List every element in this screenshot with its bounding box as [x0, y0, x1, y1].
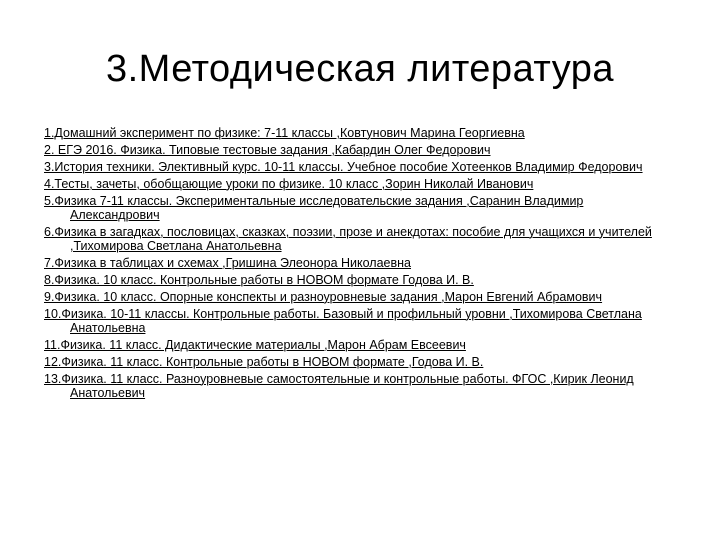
- list-item: [44, 194, 664, 222]
- list-item: [44, 160, 664, 174]
- list-item: [44, 290, 664, 304]
- list-item: [44, 126, 664, 140]
- list-item: [44, 225, 664, 253]
- reference-list: [44, 126, 664, 403]
- list-item: [44, 143, 664, 157]
- reference-link[interactable]: 7.Физика в таблицах и схемах ,Гришина Элеонора Николаевна: [44, 256, 411, 270]
- list-item: [44, 256, 664, 270]
- reference-link[interactable]: 10.Физика. 10-11 классы. Контрольные работы. Базовый и профильный уровни ,Тихомирова Светлана Анатольевна: [44, 307, 642, 335]
- reference-link[interactable]: 2. ЕГЭ 2016. Физика. Типовые тестовые задания ,Кабардин Олег Федорович: [44, 143, 491, 157]
- reference-link[interactable]: 11.Физика. 11 класс. Дидактические материалы ,Марон Абрам Евсеевич: [44, 338, 466, 352]
- reference-link[interactable]: 1.Домашний эксперимент по физике: 7-11 классы ,Ковтунович Марина Георгиевна: [44, 126, 525, 140]
- list-item: [44, 307, 664, 335]
- reference-link[interactable]: 8.Физика. 10 класс. Контрольные работы в НОВОМ формате Годова И. В.: [44, 273, 474, 287]
- reference-link[interactable]: 3.История техники. Элективный курс. 10-11 классы. Учебное пособие Хотеенков Владимир Федорович: [44, 160, 643, 174]
- reference-link[interactable]: 9.Физика. 10 класс. Опорные конспекты и разноуровневые задания ,Марон Евгений Абрамович: [44, 290, 603, 304]
- list-item: [44, 177, 664, 191]
- list-item: [44, 355, 664, 369]
- reference-link[interactable]: 4.Тесты, зачеты, обобщающие уроки по физике. 10 класс ,Зорин Николай Иванович: [44, 177, 534, 191]
- list-item: [44, 273, 664, 287]
- list-item: [44, 338, 664, 352]
- list-item: [44, 372, 664, 400]
- reference-link[interactable]: 6.Физика в загадках, пословицах, сказках, поэзии, прозе и анекдотах: пособие для учащихся и учителей ,Тихомирова Светлана Анатольевна: [44, 225, 652, 253]
- reference-link[interactable]: 12.Физика. 11 класс. Контрольные работы в НОВОМ формате ,Годова И. В.: [44, 355, 484, 369]
- reference-link[interactable]: 5.Физика 7-11 классы. Экспериментальные исследовательские задания ,Саранин Владимир Александрович: [44, 194, 584, 222]
- reference-link[interactable]: 13.Физика. 11 класс. Разноуровневые самостоятельные и контрольные работы. ФГОС ,Кирик Леонид Анатольевич: [44, 372, 634, 400]
- slide-title: 3.Методическая литература: [105, 48, 615, 90]
